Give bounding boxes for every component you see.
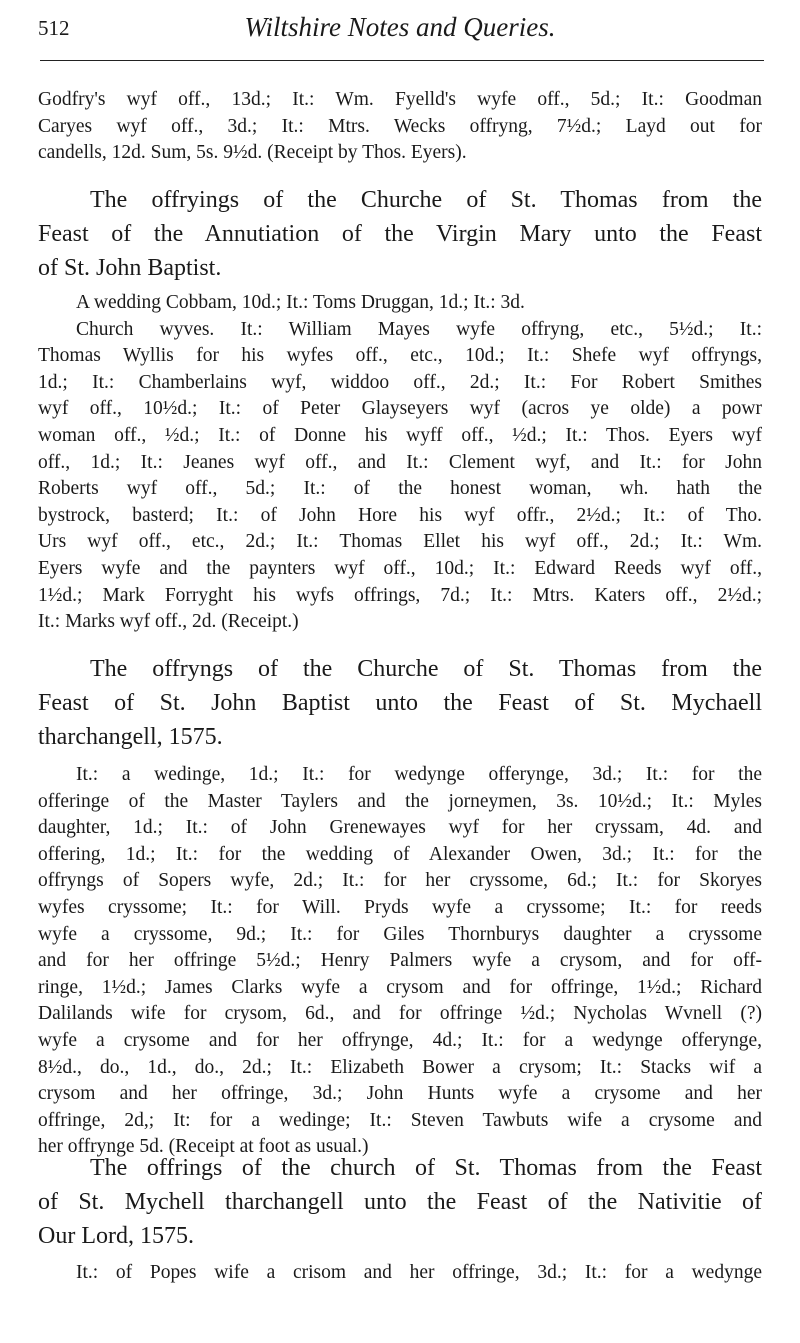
text-line: wyf off., 10½d.; It.: of Peter Glayseyers wyf (acros ye olde) a powr <box>38 398 762 420</box>
header-rule <box>40 60 764 61</box>
text-line: daughter, 1d.; It.: of John Grenewayes wyf for her cryssam, 4d. and <box>38 817 762 839</box>
page-number: 512 <box>38 16 70 40</box>
text-line: It.: of Popes wife a crisom and her offringe, 3d.; It.: for a wedynge <box>76 1262 762 1283</box>
paragraph <box>38 290 762 636</box>
text-line: ringe, 1½d.; James Clarks wyfe a crysom and for offringe, 1½d.; Richard <box>38 976 762 998</box>
text-line: The offrings of the church of St. Thomas from the Feast <box>90 1155 762 1181</box>
text-line: 8½d., do., 1d., do., 2d.; It.: Elizabeth Bower a crysom; It.: Stacks wif a <box>38 1056 762 1078</box>
text-line: wyfe a crysome and for her offrynge, 4d.; It.: for a wedynge offerynge, <box>38 1029 762 1051</box>
text-line: and for her offringe 5½d.; Henry Palmers wyfe a crysom, and for off- <box>38 950 762 972</box>
text-line: Urs wyf off., etc., 2d.; It.: Thomas Ellet his wyf off., 2d.; It.: Wm. <box>38 531 762 553</box>
text-line: wyfes cryssome; It.: for Will. Pryds wyfe a cryssome; It.: for reeds <box>38 896 762 918</box>
paragraph <box>38 1260 762 1287</box>
text-line: wyfe a cryssome, 9d.; It.: for Giles Thornburys daughter a cryssome <box>38 923 762 945</box>
paragraph <box>38 87 762 167</box>
text-line: Church wyves. It.: William Mayes wyfe offryng, etc., 5½d.; It.: <box>76 318 762 340</box>
text-line: Feast of the Annutiation of the Virgin Mary unto the Feast <box>38 221 762 247</box>
section-heading <box>38 1151 762 1253</box>
paragraph <box>38 762 762 1161</box>
text-line: of St. Mychell tharchangell unto the Feast of the Nativitie of <box>38 1189 762 1215</box>
text-line: The offryngs of the Churche of St. Thomas from the <box>90 656 762 682</box>
text-line: candells, 12d. Sum, 5s. 9½d. (Receipt by Thos. Eyers). <box>38 142 467 164</box>
text-line: her offrynge 5d. (Receipt at foot as usual.) <box>38 1136 369 1158</box>
text-line: It.: Marks wyf off., 2d. (Receipt.) <box>38 611 299 633</box>
text-line: 1½d.; Mark Forryght his wyfs offrings, 7d.; It.: Mtrs. Katers off., 2½d.; <box>38 584 762 606</box>
text-line: off., 1d.; It.: Jeanes wyf off., and It.: Clement wyf, and It.: for John <box>38 451 762 473</box>
text-line: offeringe of the Master Taylers and the jorneymen, 3s. 10½d.; It.: Myles <box>38 790 762 812</box>
text-line: Eyers wyfe and the paynters wyf off., 10d.; It.: Edward Reeds wyf off., <box>38 557 762 579</box>
text-line: crysom and her offringe, 3d.; John Hunts wyfe a crysome and her <box>38 1083 762 1105</box>
section-heading <box>38 652 762 754</box>
text-line: Caryes wyf off., 3d.; It.: Mtrs. Wecks offryng, 7½d.; Layd out for <box>38 115 762 137</box>
section-heading <box>38 183 762 285</box>
text-line: Dalilands wife for crysom, 6d., and for offringe ½d.; Nycholas Wvnell (?) <box>38 1003 762 1025</box>
text-line: Thomas Wyllis for his wyfes off., etc., 10d.; It.: Shefe wyf offryngs, <box>38 345 762 367</box>
text-line: bystrock, basterd; It.: of John Hore his wyf offr., 2½d.; It.: of Tho. <box>38 504 762 526</box>
text-line: offringe, 2d,; It: for a wedinge; It.: Steven Tawbuts wife a crysome and <box>38 1109 762 1131</box>
running-title: Wiltshire Notes and Queries. <box>244 12 556 42</box>
text-line: Roberts wyf off., 5d.; It.: of the honest woman, wh. hath the <box>38 478 762 500</box>
text-line: Godfry's wyf off., 13d.; It.: Wm. Fyelld's wyfe off., 5d.; It.: Goodman <box>38 89 762 110</box>
text-line: offryngs of Sopers wyfe, 2d.; It.: for her cryssome, 6d.; It.: for Skoryes <box>38 870 762 892</box>
text-line: It.: a wedinge, 1d.; It.: for wedynge offerynge, 3d.; It.: for the <box>76 764 762 785</box>
text-line: 1d.; It.: Chamberlains wyf, widdoo off., 2d.; It.: For Robert Smithes <box>38 371 762 393</box>
text-line: woman off., ½d.; It.: of Donne his wyff off., ½d.; It.: Thos. Eyers wyf <box>38 424 762 446</box>
text-line: Our Lord, 1575. <box>38 1223 194 1249</box>
text-line: of St. John Baptist. <box>38 255 222 281</box>
text-line: Feast of St. John Baptist unto the Feast of St. Mychaell <box>38 690 762 716</box>
text-line: The offryings of the Churche of St. Thomas from the <box>90 187 762 213</box>
text-line: offering, 1d.; It.: for the wedding of Alexander Owen, 3d.; It.: for the <box>38 843 762 865</box>
text-line: A wedding Cobbam, 10d.; It.: Toms Druggan, 1d.; It.: 3d. <box>76 292 525 313</box>
text-line: tharchangell, 1575. <box>38 724 223 750</box>
